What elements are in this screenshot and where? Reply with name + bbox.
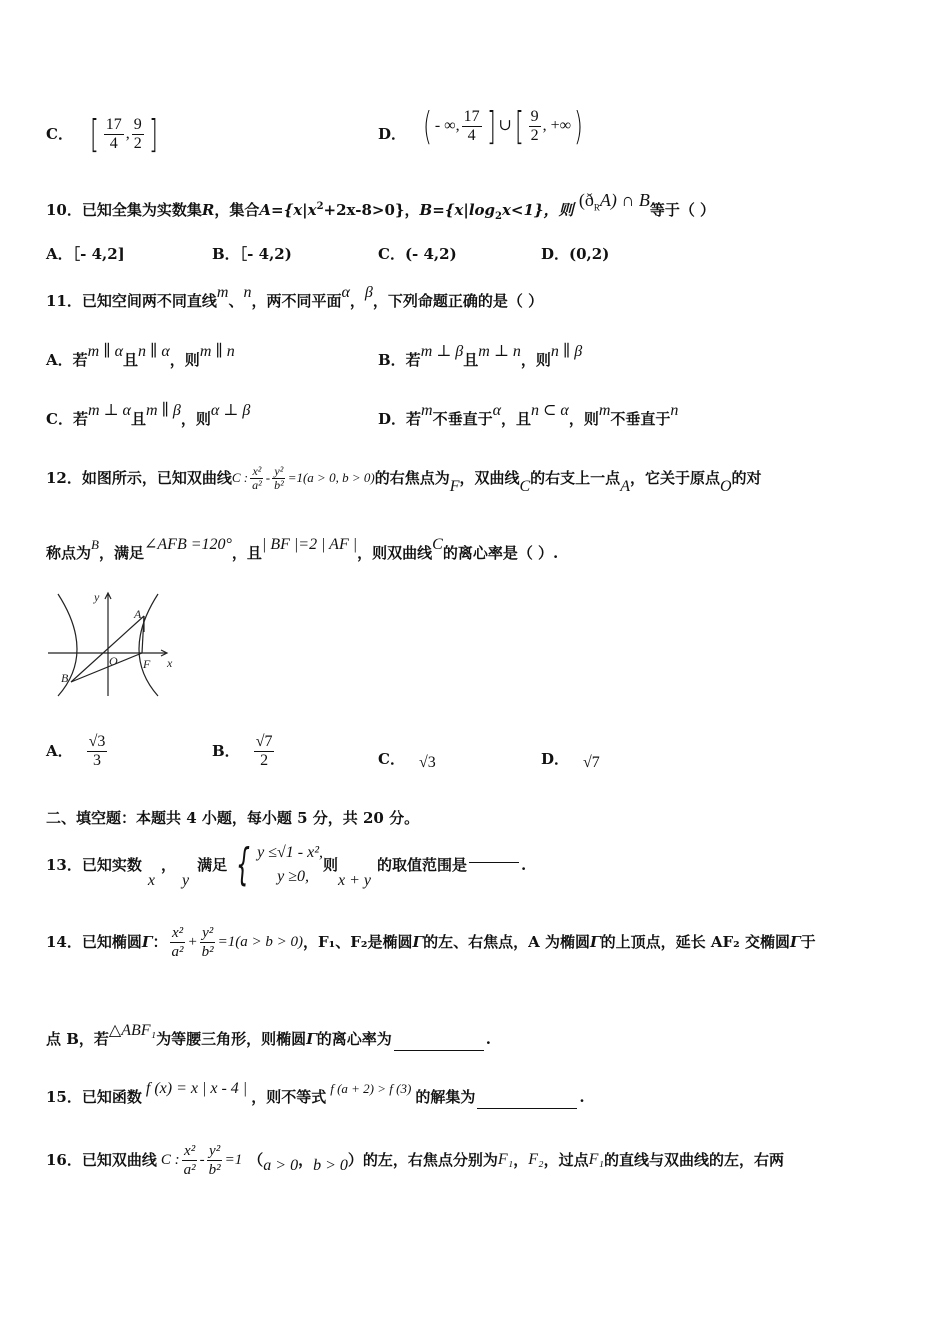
q10-option-d: D．(0,2) <box>541 245 610 263</box>
q10-option-b: B．［- 4,2) <box>212 245 292 263</box>
q15-stem: 15．已知函数 f (x) = x | x - 4 | ，则不等式 f (a + 2) > f (3) 的解集为 . <box>46 1086 585 1109</box>
q14-stem-line1: 14．已知椭圆 Γ ： $\frac{\text{x²}}{\text{a²}}$ + $\frac{\text{y²}}{\text{b²}}$ =1(a > b > 0) ，F₁、F₂是椭圆 Γ 的左、右焦点，A 为椭圆 Γ 的上顶点，延长 AF₂ 交椭圆 Γ 于 <box>46 924 816 960</box>
fig-label-b: B <box>61 671 69 685</box>
q11-option-a: A．若m ∥ α且n ∥ α，则m ∥ n <box>46 343 235 369</box>
q12-option-c: C． √3 <box>378 750 436 771</box>
section-heading-fill-in: 二、填空题：本题共 4 小题，每小题 5 分，共 20 分。 <box>46 809 420 827</box>
q12-stem-line2: 称点为B，满足∠AFB =120°，且| BF |=2 | AF |，则双曲线C的离心率是（ ）. <box>46 536 559 562</box>
q9-option-c: C． [ $\frac{17}{4}$ , $\frac{9}{2}$ ] <box>46 112 158 156</box>
q11-option-d: D．若m不垂直于α，且n ⊂ α，则m不垂直于n <box>378 402 679 428</box>
fig-label-o: O <box>109 654 118 668</box>
q11-option-c: C．若m ⊥ α且m ∥ β，则α ⊥ β <box>46 402 251 428</box>
q15-answer-blank[interactable] <box>477 1090 577 1109</box>
hyperbola-figure <box>46 588 178 700</box>
fig-label-a: A <box>134 607 142 621</box>
q12-option-b: B． $\frac{√7}{2}$ <box>212 732 273 769</box>
q9-option-d: D． ( - ∞, $\frac{17}{4}$ ] ∪ [ $\frac{9}{2}$ , +∞ ) <box>378 104 583 148</box>
q12-option-a: A． $\frac{√3}{3}$ <box>46 732 106 769</box>
q14-answer-blank[interactable] <box>394 1032 484 1051</box>
fig-label-f: F <box>143 657 151 671</box>
fig-label-y: y <box>94 590 100 604</box>
q11-stem: 11．已知空间两不同直线m、n，两不同平面α，β，下列命题正确的是（ ） <box>46 284 544 310</box>
q13-stem: 13．已知实数 x ， y 满足 { y ≤√1 - x², y ≥0, 则 x + y 的取值范围是 . <box>46 839 527 890</box>
q12-stem-line1: 12．如图所示，已知双曲线 C : $\frac{\text{x²}}{\text{a²}}$ - $\frac{\text{y²}}{\text{b²}}$ =1(a > 0, b > 0) 的右焦点为 F ，双曲线 C 的右支上一点 A ，它关于原点 O 的对 <box>46 463 762 495</box>
q16-stem: 16．已知双曲线 C : $\frac{\text{x²}}{\text{a²}}$ - $\frac{\text{y²}}{\text{b²}}$ =1 （ a > 0 ， b > 0 ）的左，右焦点分别为 F₁ ， F₂ ，过点 F₁ 的直线与双曲线的左，右两 <box>46 1142 784 1178</box>
q12-option-d: D． √7 <box>541 750 600 771</box>
q13-answer-blank[interactable] <box>469 844 519 863</box>
q10-option-a: A．［- 4,2] <box>46 245 125 263</box>
q10-option-c: C．(- 4,2) <box>378 245 457 263</box>
fig-label-x: x <box>167 656 173 670</box>
q11-option-b: B．若m ⊥ β且m ⊥ n，则n ∥ β <box>378 343 583 369</box>
q10-stem: 10．已知全集为实数集R，集合$A=\{x|x^2+2x-8>0\}$，$B=\{x|\log_2x<1\}$，则 $(ð_RA)$ ∩ B等于（ ） <box>46 190 716 222</box>
q14-stem-line2: 点 B，若△ABF₁为等腰三角形，则椭圆Γ的离心率为 . <box>46 1028 491 1051</box>
segment-bf <box>71 653 142 682</box>
